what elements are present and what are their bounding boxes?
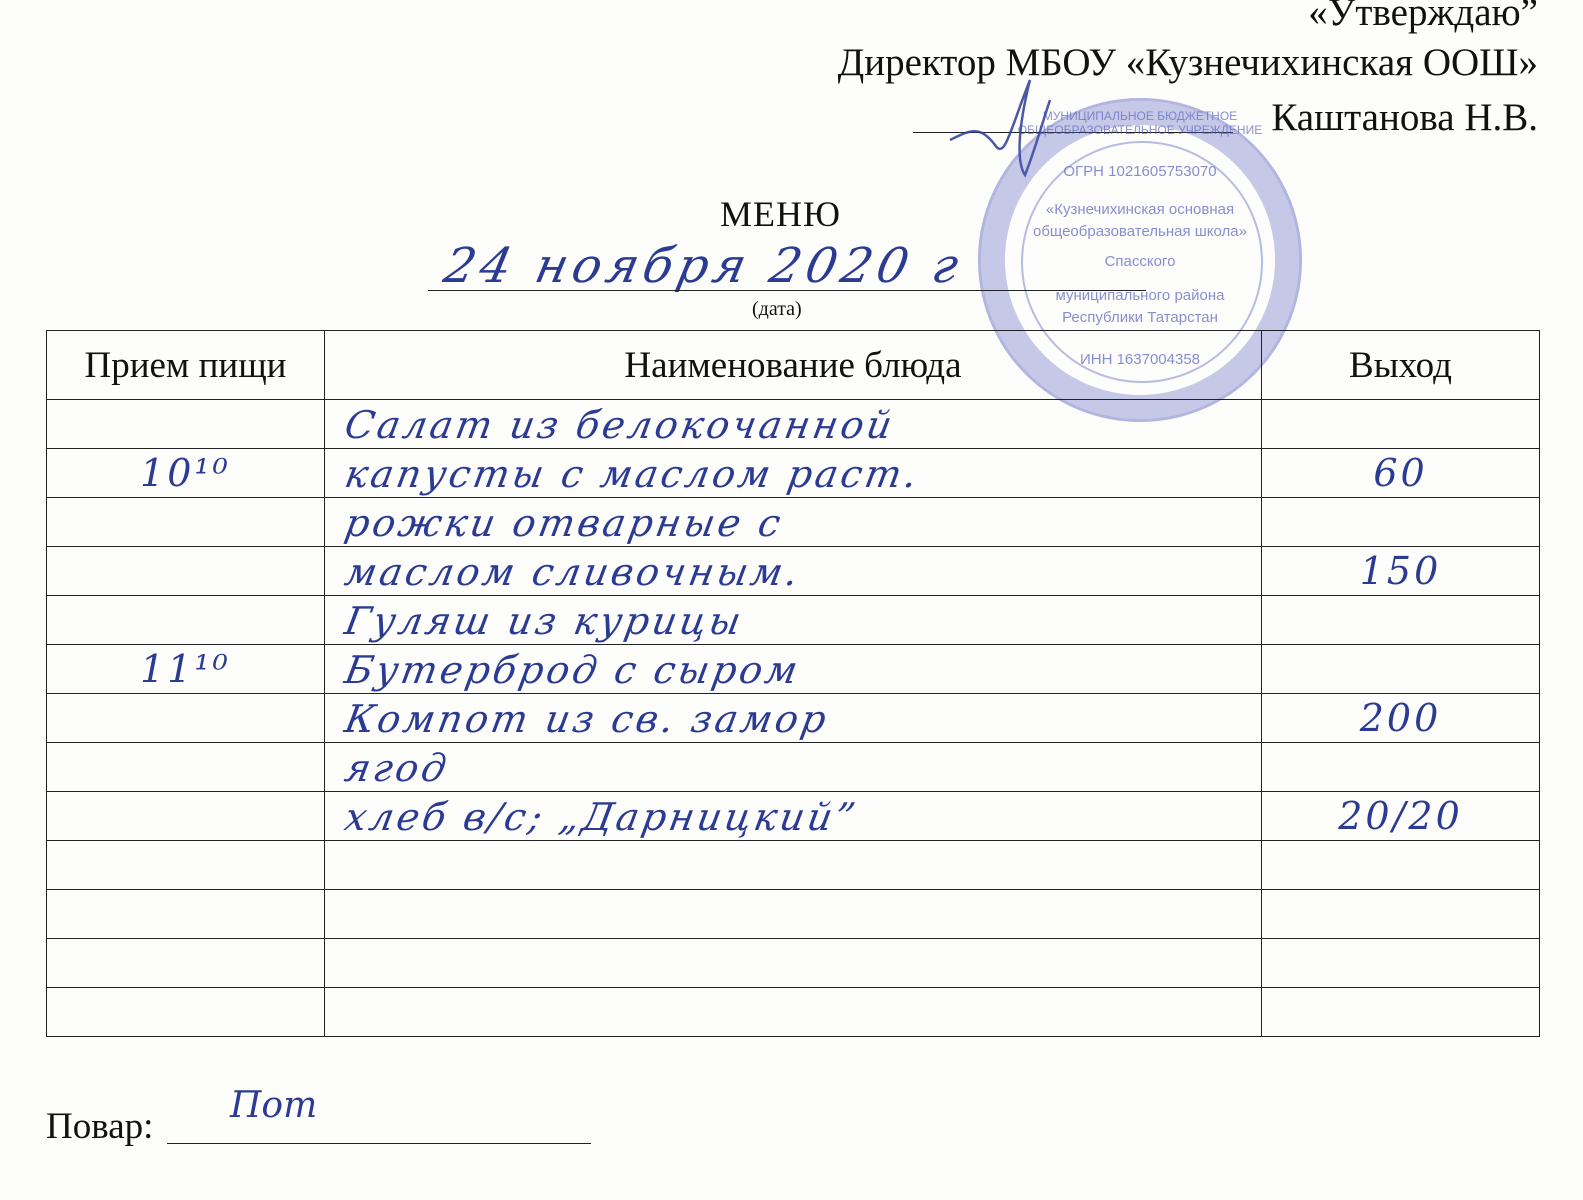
header-row <box>47 331 1540 400</box>
column-header-dish: Наименование блюда <box>325 331 1262 400</box>
menu-body <box>47 400 1540 1037</box>
director-name: Каштанова Н.В. <box>1271 96 1538 139</box>
cook-signature-line <box>167 1143 591 1144</box>
output-cell <box>1262 596 1540 645</box>
meal-time-cell <box>47 694 325 743</box>
meal-time-cell <box>47 743 325 792</box>
meal-time-cell: 10¹⁰ <box>47 449 325 498</box>
stamp-line4: муниципального района <box>1055 287 1225 304</box>
output-cell: 150 <box>1262 547 1540 596</box>
dish-cell: маслом сливочным. <box>320 547 1266 596</box>
stamp-ogrn: ОГРН 1021605753070 <box>1063 163 1217 180</box>
table-row <box>47 498 1540 547</box>
table-row <box>47 645 1540 694</box>
table-row <box>47 400 1540 449</box>
table-row <box>47 841 1540 890</box>
dish-cell <box>320 841 1266 890</box>
table-row <box>47 547 1540 596</box>
dish-cell <box>320 890 1266 939</box>
cook-label: Повар: <box>46 1106 154 1147</box>
dish-cell: рожки отварные с <box>320 498 1266 547</box>
date-caption: (дата) <box>752 298 802 320</box>
output-cell <box>1262 988 1540 1037</box>
meal-time-cell: 11¹⁰ <box>47 645 325 694</box>
dish-cell: Компот из св. замор <box>320 694 1266 743</box>
output-cell <box>1262 645 1540 694</box>
column-header-meal: Прием пищи <box>47 331 325 400</box>
document-title: МЕНЮ <box>720 194 841 234</box>
meal-time-cell <box>47 890 325 939</box>
stamp-line1: «Кузнечихинская основная <box>1045 201 1235 218</box>
meal-time-cell <box>47 939 325 988</box>
stamp-ring-text: МУНИЦИПАЛЬНОЕ БЮДЖЕТНОЕ ОБЩЕОБРАЗОВАТЕЛЬНОЕ УЧРЕЖДЕНИЕ <box>1017 109 1263 137</box>
table-row <box>47 596 1540 645</box>
dish-cell <box>320 988 1266 1037</box>
dish-cell <box>320 939 1266 988</box>
director-title: Директор МБОУ «Кузнечихинская ООШ» <box>837 41 1538 84</box>
meal-time-cell <box>47 841 325 890</box>
output-cell <box>1262 939 1540 988</box>
stamp-line3: Спасского <box>1104 253 1176 270</box>
meal-time-cell <box>47 400 325 449</box>
table-row <box>47 988 1540 1037</box>
output-cell <box>1262 841 1540 890</box>
stamp-line2: общеобразовательная школа» <box>1032 223 1247 240</box>
handwritten-date: 24 ноября 2020 г <box>439 238 969 294</box>
output-cell: 60 <box>1262 449 1540 498</box>
output-cell <box>1262 498 1540 547</box>
output-cell <box>1262 890 1540 939</box>
dish-cell: Салат из белокочанной <box>320 400 1266 449</box>
cook-signature: Пот <box>230 1085 318 1126</box>
date-line <box>428 290 1146 291</box>
table-row <box>47 449 1540 498</box>
approve-label: «Утверждаю” <box>1308 0 1538 34</box>
meal-time-cell <box>47 988 325 1037</box>
table-row <box>47 792 1540 841</box>
table-row <box>47 694 1540 743</box>
meal-time-cell <box>47 498 325 547</box>
stamp-line5: Республики Татарстан <box>1062 309 1218 326</box>
dish-cell: капусты с маслом раст. <box>320 449 1266 498</box>
menu-table <box>46 330 1540 1037</box>
stamp-inn: ИНН 1637004358 <box>1079 351 1201 368</box>
output-cell: 20/20 <box>1262 792 1540 841</box>
table-row <box>47 890 1540 939</box>
meal-time-cell <box>47 547 325 596</box>
output-cell: 200 <box>1262 694 1540 743</box>
table-row <box>47 743 1540 792</box>
output-cell <box>1262 743 1540 792</box>
dish-cell: Гуляш из курицы <box>320 596 1266 645</box>
meal-time-cell <box>47 596 325 645</box>
table-row <box>47 939 1540 988</box>
meal-time-cell <box>47 792 325 841</box>
dish-cell: ягод <box>320 743 1266 792</box>
column-header-output: Выход <box>1262 331 1540 400</box>
output-cell <box>1262 400 1540 449</box>
dish-cell: Бутерброд с сыром <box>320 645 1266 694</box>
dish-cell: хлеб в/с; „Дарницкий” <box>320 792 1266 841</box>
